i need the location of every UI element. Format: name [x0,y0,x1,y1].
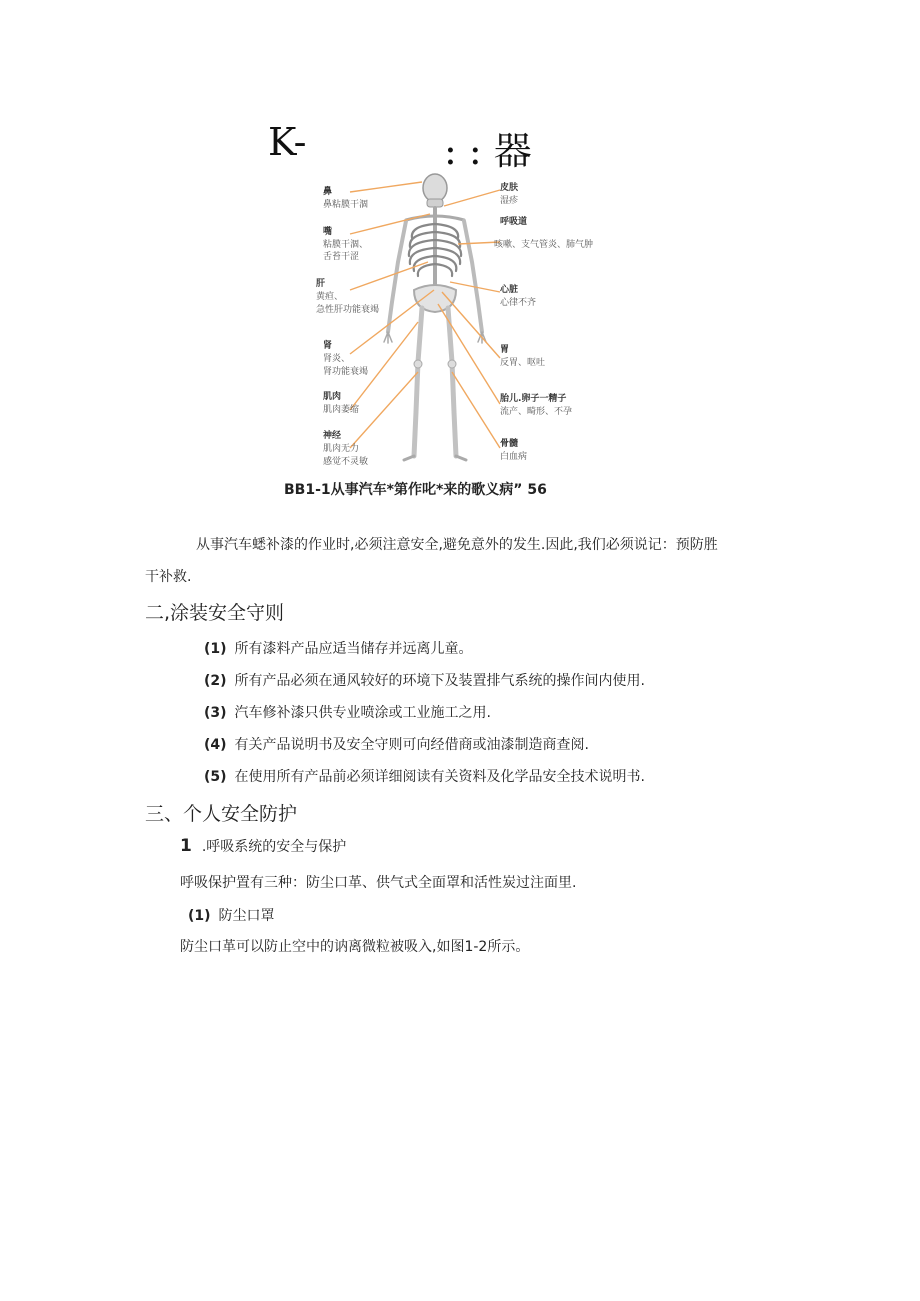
organ-effect: 肌肉萎缩 [323,405,360,415]
figure-caption: BB1-1从事汽车*第作叱*来的歌义病” 56 [284,482,547,498]
organ-title: 胎儿.卵子一精子 [500,394,567,404]
rule-number: (5) [204,769,227,785]
rule-number: (4) [204,737,227,753]
organ-title: 嘴 [323,227,333,237]
organ-title: 神经 [323,431,342,441]
rule-number: (2) [204,673,227,689]
organ-effect: 肾功能衰竭 [323,367,369,377]
intro-line-1: 从事汽车蟋补漆的作业时,必须注意安全,避免意外的发生.因此,我们必须说记：预防胜 [196,537,718,553]
organ-title: 胃 [500,345,510,355]
left-organ-labels [316,185,379,467]
subsection-heading [180,836,346,856]
rule-number: (1) [204,641,227,657]
rule-text: 所有漆料产品应适当储存并远离儿童。 [234,641,473,657]
organ-title: 肝 [316,279,326,289]
rule-item [204,670,645,690]
organ-effect: 粘膜干涸、 [323,240,369,250]
intro-line-2: 干补救. [145,569,192,585]
organ-effect: 肾炎、 [323,354,351,364]
organ-effect: 湿疹 [500,196,519,206]
mask-item [188,905,275,925]
rule-number: (3) [204,705,227,721]
organ-effect: 肌肉无力 [323,444,360,454]
organ-effect: 舌苔干涩 [323,252,360,262]
organ-title: 心脏 [500,285,519,295]
organ-title: 皮肤 [500,183,519,193]
organ-title: 肾 [323,341,333,351]
rule-item [204,766,645,786]
organ-title: 鼻 [323,187,333,197]
respiratory-paragraph: 呼吸保护置有三种：防尘口革、供气式全面罩和活性炭过注面里. [180,875,577,891]
heading-right: : : 器 [444,129,532,173]
organ-title: 呼吸道 [500,217,528,227]
organ-title: 骨髓 [500,439,519,449]
dust-mask-paragraph: 防尘口革可以防止空中的讷离微粒被吸入,如图1-2所示。 [180,939,530,955]
organ-effect: 流产、畸形、不孕 [500,407,573,417]
organ-effect: 黄疸、 [316,292,344,302]
rule-text: 汽车修补漆只供专业喷涂或工业施工之用. [234,705,491,721]
organ-effect: 感觉不灵敏 [323,457,369,467]
mask-item-text: 防尘口罩 [218,908,275,924]
organ-effect: 鼻粘膜干涸 [323,200,369,210]
organ-effect: 反胃、呕吐 [500,358,546,368]
heading-left: K- [268,120,307,164]
organ-effect: 心律不齐 [500,298,537,308]
organ-effect: 白血病 [500,452,528,462]
section-3-title: 三、个人安全防护 [145,803,298,825]
rule-item [204,734,589,754]
right-organ-labels [494,181,593,462]
organ-effect: 急性肝功能衰竭 [316,305,380,315]
rule-item [204,638,473,658]
organ-title: 肌肉 [323,392,342,402]
rule-text: 有关产品说明书及安全守则可向经借商或油漆制造商查阅. [234,737,589,753]
page-heading [268,120,532,173]
rule-text: 在使用所有产品前必须详细阅读有关资料及化学品安全技术说明书. [234,769,645,785]
subsection-number: 1 [180,836,192,856]
skeleton-figure [310,172,610,470]
rule-text: 所有产品必须在通风较好的环境下及装置排气系统的操作间内使用. [234,673,645,689]
rule-item [204,702,491,722]
organ-effect: 咳嗽、支气管炎、肺气肿 [494,240,594,250]
section-2-title: 二,涂装安全守则 [145,602,285,624]
mask-item-number: (1) [188,908,211,924]
subsection-text: .呼吸系统的安全与保护 [201,839,347,855]
pointer-lines [350,182,500,448]
